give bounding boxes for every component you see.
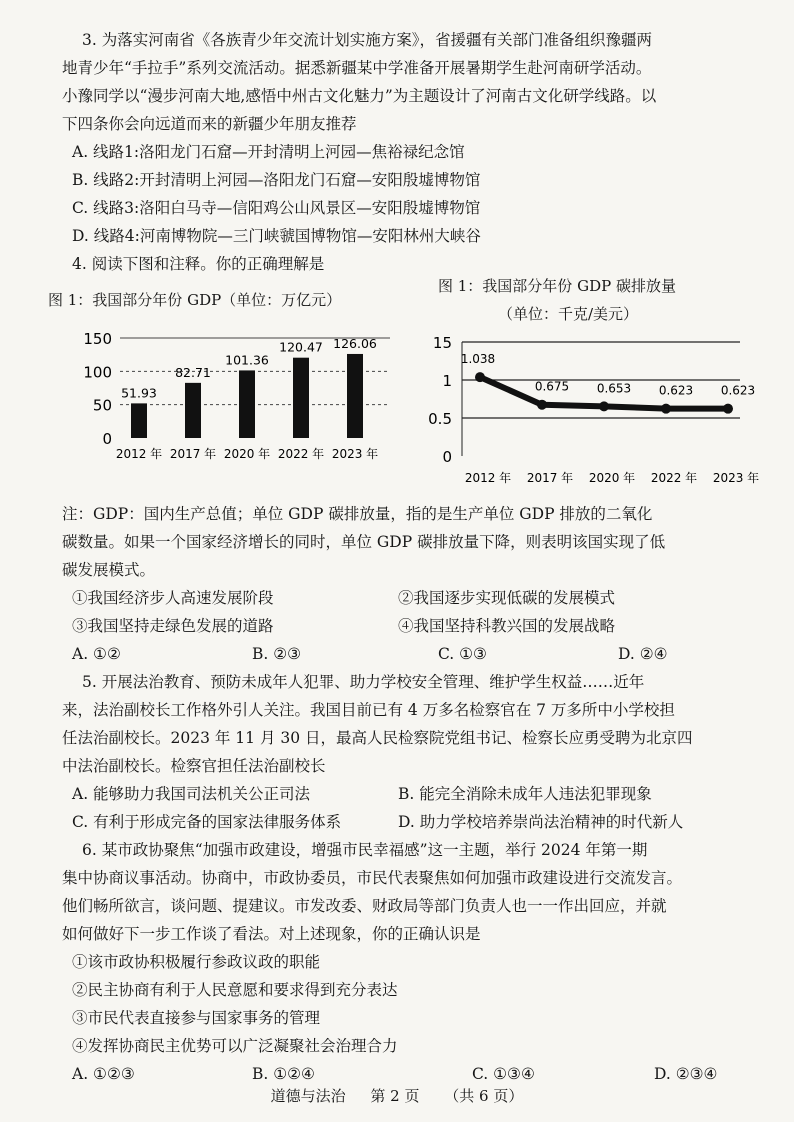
gdp-x-tick-label: 2020 年 [223, 447, 271, 461]
carbon-x-tick-label: 2020 年 [588, 471, 636, 485]
q3-line-3: 小豫同学以“漫步河南大地,感悟中州古文化魅力”为主题设计了河南古文化研学线路。以 [62, 87, 657, 105]
q5-option-c[interactable]: C. 有利于形成完备的国家法律服务体系 [72, 813, 342, 831]
q4-note-line-2: 碳数量。如果一个国家经济增长的同时，单位 GDP 碳排放量下降，则表明该国实现了低 [62, 533, 666, 551]
carbon-y-tick-label: 0 [442, 448, 452, 466]
q6-choice-a[interactable]: A. ①②③ [72, 1065, 135, 1083]
q3-line-4: 下四条你会向远道而来的新疆少年朋友推荐 [62, 115, 357, 133]
carbon-x-tick-label: 2012 年 [464, 471, 512, 485]
q5-option-b[interactable]: B. 能完全消除未成年人违法犯罪现象 [398, 785, 652, 803]
gdp-data-label: 82.71 [175, 364, 211, 380]
carbon-data-label: 0.675 [534, 379, 570, 394]
carbon-data-point [723, 404, 733, 414]
q4-choice-d[interactable]: D. ②④ [618, 645, 668, 663]
carbon-data-label: 0.623 [658, 383, 694, 398]
gdp-x-tick-label: 2023 年 [331, 447, 379, 461]
q4-choice-c[interactable]: C. ①③ [438, 645, 487, 663]
page-footer [0, 1082, 794, 1110]
carbon-data-point [475, 372, 485, 382]
q3-option-b[interactable]: B. 线路2:开封清明上河园—洛阳龙门石窟—安阳殷墟博物馆 [72, 171, 481, 189]
q3-option-a[interactable]: A. 线路1:洛阳龙门石窟—开封清明上河园—焦裕禄纪念馆 [72, 143, 465, 161]
footer-subject: 道德与法治 [270, 1087, 346, 1105]
carbon-chart-title: 图 1：我国部分年份 GDP 碳排放量 [438, 277, 676, 295]
gdp-chart-title: 图 1：我国部分年份 GDP（单位：万亿元） [48, 291, 342, 309]
q4-item-4: ④我国坚持科教兴国的发展战略 [398, 617, 616, 635]
q6-line-1: 6. 某市政协聚焦“加强市政建设，增强市民幸福感”这一主题，举行 2024 年第一期 [82, 841, 648, 859]
carbon-chart-subtitle: （单位：千克/美元） [498, 305, 639, 323]
q5-option-a[interactable]: A. 能够助力我国司法机关公正司法 [72, 785, 311, 803]
gdp-x-tick-label: 2012 年 [115, 447, 163, 461]
gdp-x-tick-label: 2022 年 [277, 447, 325, 461]
carbon-data-label: 0.653 [596, 381, 632, 396]
footer-page-number: 第 2 页 [370, 1087, 420, 1105]
gdp-bar [347, 354, 363, 438]
q6-item-2: ②民主协商有利于人民意愿和要求得到充分表达 [72, 981, 398, 999]
q6-item-1: ①该市政协积极履行参政议政的职能 [72, 953, 321, 971]
carbon-x-tick-label: 2022 年 [650, 471, 698, 485]
gdp-y-tick-label: 100 [83, 363, 112, 382]
q4-choice-a[interactable]: A. ①② [72, 645, 121, 663]
q3-line-1: 3. 为落实河南省《各族青少年交流计划实施方案》，省援疆有关部门准备组织豫疆两 [82, 31, 652, 49]
carbon-line-chart [410, 328, 760, 488]
q6-item-3: ③市民代表直接参与国家事务的管理 [72, 1009, 321, 1027]
carbon-y-tick-label: 15 [432, 334, 452, 352]
q6-line-3: 他们畅所欲言，谈问题、提建议。市发改委、财政局等部门负责人也一一作出回应，并就 [62, 897, 667, 915]
gdp-y-tick-label: 150 [83, 330, 112, 348]
q4-note-line-3: 碳发展模式。 [62, 561, 156, 579]
carbon-data-point [661, 404, 671, 414]
carbon-y-tick-label: 1 [442, 372, 452, 390]
q4-note-line-1: 注：GDP：国内生产总值；单位 GDP 碳排放量，指的是生产单位 GDP 排放的二氧化 [62, 505, 653, 523]
gdp-y-tick-label: 0 [102, 430, 112, 448]
carbon-y-tick-label: 0.5 [428, 410, 452, 428]
gdp-data-label: 126.06 [333, 335, 377, 351]
q6-choice-c[interactable]: C. ①③④ [472, 1065, 535, 1083]
carbon-x-tick-label: 2023 年 [712, 471, 760, 485]
q4-item-2: ②我国逐步实现低碳的发展模式 [398, 589, 616, 607]
carbon-data-label: 0.623 [720, 383, 756, 398]
carbon-data-point [599, 401, 609, 411]
gdp-bar [239, 370, 255, 438]
q4-stem: 4. 阅读下图和注释。你的正确理解是 [72, 255, 325, 273]
q3-line-2: 地青少年“手拉手”系列交流活动。据悉新疆某中学准备开展暑期学生赴河南研学活动。 [62, 59, 652, 77]
gdp-data-label: 101.36 [225, 352, 269, 368]
gdp-bar [293, 358, 309, 438]
carbon-data-point [537, 400, 547, 410]
q3-option-c[interactable]: C. 线路3:洛阳白马寺—信阳鸡公山风景区—安阳殷墟博物馆 [72, 199, 481, 217]
gdp-y-tick-label: 50 [92, 396, 112, 415]
q5-line-4: 中法治副校长。检察官担任法治副校长 [62, 757, 326, 775]
footer-total-pages: （共 6 页） [444, 1087, 524, 1105]
q6-line-4: 如何做好下一步工作谈了看法。对上述现象，你的正确认识是 [62, 925, 481, 943]
gdp-bar-chart [70, 320, 400, 480]
q5-option-d[interactable]: D. 助力学校培养崇尚法治精神的时代新人 [398, 813, 684, 831]
q3-option-d[interactable]: D. 线路4:河南博物院—三门峡虢国博物馆—安阳林州大峡谷 [72, 227, 481, 245]
q4-item-3: ③我国坚持走绿色发展的道路 [72, 617, 274, 635]
gdp-data-label: 120.47 [279, 339, 323, 355]
q5-line-1: 5. 开展法治教育、预防未成年人犯罪、助力学校安全管理、维护学生权益……近年 [82, 673, 645, 691]
gdp-x-tick-label: 2017 年 [169, 447, 217, 461]
q4-choice-b[interactable]: B. ②③ [252, 645, 302, 663]
q6-choice-d[interactable]: D. ②③④ [654, 1065, 718, 1083]
gdp-bar [131, 403, 147, 438]
q6-choice-b[interactable]: B. ①②④ [252, 1065, 315, 1083]
q5-line-3: 任法治副校长。2023 年 11 月 30 日，最高人民检察院党组书记、检察长应勇受聘为北京四 [62, 729, 693, 747]
q4-item-1: ①我国经济步人高速发展阶段 [72, 589, 274, 607]
gdp-data-label: 51.93 [121, 385, 157, 401]
gdp-bar [185, 383, 201, 438]
carbon-x-tick-label: 2017 年 [526, 471, 574, 485]
carbon-data-label: 1.038 [460, 352, 496, 367]
q6-line-2: 集中协商议事活动。协商中，市政协委员，市民代表聚焦如何加强市政建设进行交流发言。 [62, 869, 683, 887]
q6-item-4: ④发挥协商民主优势可以广泛凝聚社会治理合力 [72, 1037, 398, 1055]
q5-line-2: 来，法治副校长工作格外引人关注。我国目前已有 4 万多名检察官在 7 万多所中小学校担 [62, 701, 675, 719]
